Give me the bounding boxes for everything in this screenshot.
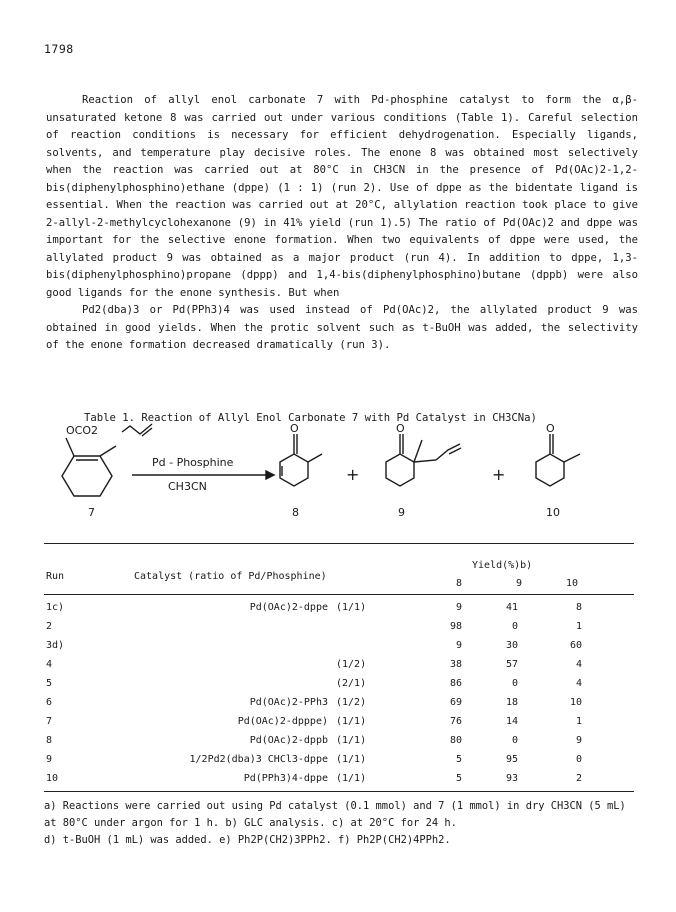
yield-9-cell: 0	[511, 735, 518, 746]
ratio-cell: (1/1)	[336, 735, 367, 746]
yield-9-cell: 0	[511, 678, 518, 689]
ratio-cell: (1/1)	[336, 754, 367, 765]
compound-10-structure	[536, 434, 580, 486]
compound-label-7: 7	[88, 506, 95, 519]
yield-8-cell: 98	[449, 621, 462, 632]
yield-8-cell: 80	[449, 735, 462, 746]
yield-9-cell: 18	[505, 697, 518, 708]
reagent-top-label: Pd - Phosphine	[152, 456, 234, 469]
run-cell: 5	[46, 678, 53, 689]
header-run: Run	[46, 571, 65, 582]
table-row	[44, 735, 634, 751]
plus-sign-2: +	[492, 465, 506, 484]
run-cell: 3d)	[46, 640, 65, 651]
yield-8-cell: 9	[455, 602, 462, 613]
yield-10-cell: 4	[575, 659, 582, 670]
yield-10-cell: 1	[575, 621, 582, 632]
compound-label-8: 8	[292, 506, 299, 519]
yield-10-cell: 10	[569, 697, 582, 708]
run-cell: 2	[46, 621, 53, 632]
table-row	[44, 640, 634, 656]
compound-label-10: 10	[546, 506, 560, 519]
catalyst-cell: Pd(OAc)2-dppb	[249, 735, 328, 746]
run-cell: 6	[46, 697, 53, 708]
ratio-cell: (1/1)	[336, 602, 367, 613]
catalyst-cell: 1/2Pd2(dba)3 CHCl3-dppe	[189, 754, 328, 765]
yield-8-cell: 5	[455, 754, 462, 765]
ratio-cell: (1/2)	[336, 697, 367, 708]
table-row	[44, 621, 634, 637]
footnote-line-2: d) t-BuOH (1 mL) was added. e) Ph2P(CH2)3PPh2. f) Ph2P(CH2)4PPh2.	[44, 834, 451, 846]
oxygen-label-9: O	[396, 422, 405, 435]
yield-8-cell: 76	[449, 716, 462, 727]
table-header-rule	[44, 594, 634, 595]
table-row	[44, 773, 634, 789]
yield-9-cell: 57	[505, 659, 518, 670]
header-col-10: 10	[566, 578, 579, 589]
yield-10-cell: 0	[575, 754, 582, 765]
ratio-cell: (1/1)	[336, 716, 367, 727]
run-cell: 7	[46, 716, 53, 727]
table-bottom-rule	[44, 791, 634, 792]
yield-8-cell: 86	[449, 678, 462, 689]
yield-10-cell: 2	[575, 773, 582, 784]
table-row	[44, 678, 634, 694]
yield-8-cell: 38	[449, 659, 462, 670]
yield-9-cell: 14	[505, 716, 518, 727]
yield-8-cell: 5	[455, 773, 462, 784]
oxygen-label-10: O	[546, 422, 555, 435]
run-cell: 10	[46, 773, 59, 784]
body-text	[46, 92, 638, 355]
table-row	[44, 697, 634, 713]
header-catalyst: Catalyst (ratio of Pd/Phosphine)	[134, 571, 327, 582]
ratio-cell: (2/1)	[336, 678, 367, 689]
yield-9-cell: 41	[505, 602, 518, 613]
header-col-8: 8	[456, 578, 463, 589]
oxygen-label-8: O	[290, 422, 299, 435]
run-cell: 8	[46, 735, 53, 746]
yield-9-cell: 95	[505, 754, 518, 765]
plus-sign-1: +	[346, 465, 360, 484]
table-row	[44, 602, 634, 618]
yield-9-cell: 0	[511, 621, 518, 632]
catalyst-cell: Pd(OAc)2-dpppe)	[237, 716, 328, 727]
table-caption: Table 1. Reaction of Allyl Enol Carbonate 7 with Pd Catalyst in CH3CNa)	[84, 412, 537, 424]
compound-8-structure	[280, 434, 322, 486]
table-row	[44, 754, 634, 770]
yield-8-cell: 9	[455, 640, 462, 651]
run-cell: 1c)	[46, 602, 65, 613]
yield-10-cell: 9	[575, 735, 582, 746]
run-cell: 9	[46, 754, 53, 765]
ratio-cell: (1/2)	[336, 659, 367, 670]
table-row	[44, 716, 634, 732]
compound-9-structure	[386, 434, 461, 486]
catalyst-cell: Pd(OAc)2-PPh3	[249, 697, 328, 708]
header-yield: Yield(%)b)	[472, 560, 533, 571]
yield-10-cell: 8	[575, 602, 582, 613]
header-col-9: 9	[516, 578, 523, 589]
yield-10-cell: 1	[575, 716, 582, 727]
footnote-line-1: a) Reactions were carried out using Pd catalyst (0.1 mmol) and 7 (1 mmol) in dry CH3CN (5 mL) at 80°C under argon for 1 h. b) GLC analysis. c) at 20°C for 24 h.	[44, 800, 626, 829]
ratio-cell: (1/1)	[336, 773, 367, 784]
catalyst-cell: Pd(PPh3)4-dppe	[243, 773, 328, 784]
page-number: 1798	[44, 42, 74, 56]
yield-9-cell: 93	[505, 773, 518, 784]
yield-10-cell: 4	[575, 678, 582, 689]
compound-label-9: 9	[398, 506, 405, 519]
table-row	[44, 659, 634, 675]
run-cell: 4	[46, 659, 53, 670]
table-top-rule	[44, 543, 634, 544]
table-footnotes	[44, 798, 636, 849]
reagent-bottom-label: CH3CN	[168, 480, 207, 493]
paragraph-1: Reaction of allyl enol carbonate 7 with Pd-phosphine catalyst to form the α,β-unsaturated ketone 8 was carried out under various conditions (Table 1). Careful selection of reaction conditions is necessary for efficient dehydrogenation. Especially ligands, solvents, and temperature play decisive roles. The enone 8 was obtained most selectively when the reaction was carried out at 80°C in CH3CN in the presence of Pd(OAc)2-1,2-bis(diphenylphosphino)ethane (dppe) (1 : 1) (run 2). Use of dppe as the bidentate ligand is essential. When the reaction was carried out at 20°C, allylation reaction took place to give 2-allyl-2-methylcyclohexanone (9) in 41% yield (run 1).5) The ratio of Pd(OAc)2 and dppe was important for the selective enone formation. When two equivalents of dppe were used, the allylated product 9 was obtained as a major product (run 4). In addition to dppe, 1,3-bis(diphenylphosphino)propane (dppp) and 1,4-bis(diphenylphosphino)butane (dppb) were also good ligands for the enone synthesis. But when	[46, 94, 638, 299]
yield-8-cell: 69	[449, 697, 462, 708]
yield-10-cell: 60	[569, 640, 582, 651]
catalyst-cell: Pd(OAc)2-dppe	[249, 602, 328, 613]
reaction-scheme	[44, 420, 644, 530]
paragraph-2: Pd2(dba)3 or Pd(PPh3)4 was used instead of Pd(OAc)2, the allylated product 9 was obtained in good yields. When the protic solvent such as t-BuOH was added, the selectivity of the enone formation decreased dramatically (run 3).	[46, 304, 638, 351]
substituent-label: OCO2	[66, 424, 98, 437]
yield-9-cell: 30	[505, 640, 518, 651]
